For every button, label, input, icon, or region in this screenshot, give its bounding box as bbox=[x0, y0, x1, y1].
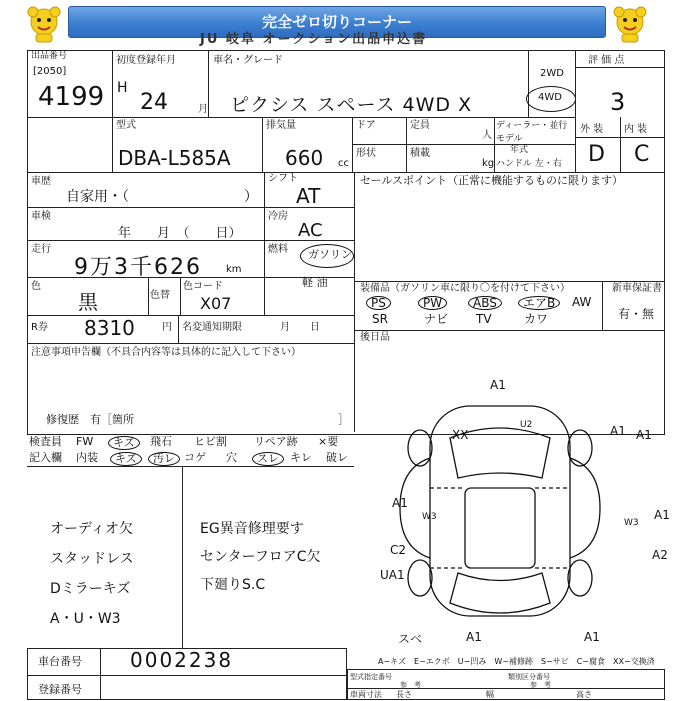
chassis-label: 車台番号 bbox=[38, 655, 82, 668]
divider bbox=[354, 330, 665, 331]
note-left-line: A・U・W3 bbox=[50, 611, 121, 627]
inspector-item: ×要 bbox=[318, 435, 339, 448]
recycle-value: 8310 bbox=[84, 316, 135, 340]
banner-title: 完全ゼロ切りコーナー bbox=[68, 6, 606, 38]
damage-mark: UA1 bbox=[380, 568, 405, 582]
divider bbox=[352, 144, 575, 145]
score-value: 3 bbox=[610, 88, 626, 116]
divider bbox=[354, 281, 665, 282]
divider bbox=[602, 281, 603, 330]
damage-mark: W3 bbox=[624, 518, 639, 528]
ref-1: 参 考 bbox=[400, 681, 421, 689]
inspector-item: 破レ bbox=[326, 451, 348, 464]
era-value: H bbox=[117, 80, 128, 96]
inspector-item: キレ bbox=[290, 451, 312, 464]
recycle-label: R券 bbox=[31, 322, 48, 333]
load-label: 積載 bbox=[410, 148, 430, 159]
divider bbox=[27, 675, 347, 676]
shift-label: シフト bbox=[268, 173, 298, 184]
repair-close: ］ bbox=[338, 413, 349, 426]
note-left-line: オーディオ欠 bbox=[50, 521, 133, 537]
damage-mark: A1 bbox=[654, 508, 670, 522]
chassis-value: 0002238 bbox=[130, 648, 234, 672]
drive-4wd: 4WD bbox=[538, 92, 562, 103]
divider bbox=[180, 277, 181, 315]
color-code-value: X07 bbox=[200, 294, 232, 313]
model-year-label2: 年式 bbox=[510, 145, 529, 155]
equipment-label: 装備品（ガソリン車に限り〇を付けて下さい） bbox=[360, 283, 570, 294]
inspector-item: キズ bbox=[110, 452, 142, 466]
damage-mark: A1 bbox=[636, 428, 652, 442]
spec-frame bbox=[347, 669, 665, 700]
divider bbox=[27, 343, 354, 344]
damage-mark: A1 bbox=[584, 630, 600, 644]
fuel-gas: ガソリン bbox=[308, 248, 352, 261]
ac-label: 冷房 bbox=[268, 211, 288, 222]
entry-label: 記入欄 bbox=[29, 451, 62, 464]
divider bbox=[262, 117, 263, 172]
divider bbox=[112, 50, 113, 172]
note-right-line: 下廻りS.C bbox=[200, 577, 266, 593]
displacement-value: 660 bbox=[285, 146, 324, 170]
inspector-item: 飛石 bbox=[150, 435, 172, 448]
ref-2: 参 考 bbox=[530, 681, 551, 689]
equipment-item: PS bbox=[366, 296, 391, 310]
note-left-line: スタッドレス bbox=[50, 551, 134, 567]
width-label: 幅 bbox=[486, 690, 494, 699]
inspector-item: 内装 bbox=[76, 451, 98, 464]
handle-label: ハンドル 左・右 bbox=[496, 159, 562, 169]
exterior-label: 外 装 bbox=[580, 124, 604, 135]
category-label: 類別区分番号 bbox=[508, 673, 550, 681]
warranty-value: 有・無 bbox=[618, 307, 655, 321]
inspector-item: コゲ bbox=[184, 451, 206, 464]
divider bbox=[354, 172, 355, 432]
note-right-line: EG異音修理要す bbox=[200, 521, 304, 537]
inspector-item: キズ bbox=[108, 436, 140, 450]
reg-label: 登録番号 bbox=[38, 683, 82, 696]
inspector-item: リペア跡 bbox=[254, 435, 298, 448]
inspection-value: 年 月 （ 日） bbox=[118, 226, 242, 241]
fuel-label: 燃料 bbox=[268, 244, 288, 255]
shape-label: 形状 bbox=[356, 148, 376, 159]
drive-2wd: 2WD bbox=[540, 68, 564, 79]
repair-label: 修復歴 有［箇所 bbox=[46, 413, 134, 426]
mascot-right-icon bbox=[610, 4, 650, 44]
divider bbox=[575, 67, 665, 68]
divider bbox=[178, 315, 179, 343]
km-unit: km bbox=[226, 264, 242, 275]
month-unit: 月 bbox=[198, 104, 208, 115]
equipment-item: SR bbox=[372, 312, 388, 326]
model-label: 車名・グレード bbox=[213, 55, 283, 66]
damage-mark: U2 bbox=[520, 420, 533, 430]
damage-mark: XX bbox=[452, 428, 469, 442]
inspector-item: 穴 bbox=[226, 451, 237, 464]
type-designation-label: 型式指定番号 bbox=[350, 673, 392, 681]
lot-number: 4199 bbox=[38, 82, 105, 112]
usage-value: 自家用・（ bbox=[66, 189, 129, 205]
divider bbox=[575, 137, 665, 138]
damage-mark: A2 bbox=[652, 548, 668, 562]
color-value: 黒 bbox=[78, 290, 98, 314]
form-subtitle: JU 岐阜 オークション出品申込書 bbox=[200, 32, 428, 47]
divider bbox=[27, 172, 665, 173]
usage-close: ） bbox=[244, 189, 258, 205]
height-label: 高さ bbox=[576, 690, 592, 699]
sales-points-label: セールスポイント（正常に機能するものに限ります） bbox=[360, 174, 624, 187]
color-code-label: 色コード bbox=[183, 281, 223, 292]
mileage-value: 9万3千626 bbox=[74, 255, 202, 280]
dealer-label: ディーラー・並行 bbox=[496, 121, 568, 131]
cc-unit: cc bbox=[338, 158, 349, 169]
door-label: ドア bbox=[356, 120, 376, 131]
name-change-label: 名変通知期限 bbox=[182, 322, 242, 333]
note-right-line: センターフロアC欠 bbox=[200, 549, 321, 565]
ac-value: AC bbox=[298, 220, 323, 241]
equipment-item: ナビ bbox=[424, 312, 449, 326]
divider bbox=[27, 466, 354, 467]
fuel-diesel: 軽 油 bbox=[302, 276, 328, 289]
length-label: 長さ bbox=[396, 690, 412, 699]
damage-mark: A1 bbox=[490, 378, 506, 392]
capacity-label: 定員 bbox=[410, 120, 430, 131]
divider bbox=[27, 315, 354, 316]
divider bbox=[264, 172, 265, 315]
note-left-line: Dミラーキズ bbox=[50, 581, 131, 597]
color-change-label: 色替 bbox=[150, 290, 170, 301]
exterior-value: D bbox=[588, 142, 605, 167]
inspector-item: ヒビ割 bbox=[194, 435, 227, 448]
usage-label: 車歴 bbox=[31, 176, 51, 187]
inspection-label: 車検 bbox=[31, 211, 51, 222]
equipment-item: ABS bbox=[468, 296, 502, 310]
yen-unit: 円 bbox=[162, 322, 172, 333]
damage-mark: C2 bbox=[390, 543, 407, 557]
color-label: 色 bbox=[31, 281, 41, 292]
inspector-item: 汚レ bbox=[148, 452, 180, 466]
damage-mark: A1 bbox=[610, 424, 626, 438]
interior-value: C bbox=[634, 142, 650, 167]
divider bbox=[347, 688, 665, 689]
model-year-label: モデル bbox=[496, 134, 523, 144]
shift-value: AT bbox=[296, 184, 321, 208]
equipment-item: エアB bbox=[518, 296, 560, 310]
damage-mark: A1 bbox=[466, 630, 482, 644]
damage-mark: スベ bbox=[398, 632, 423, 646]
year-value: 24 bbox=[140, 90, 168, 115]
divider bbox=[148, 277, 149, 315]
divider bbox=[620, 117, 621, 172]
diagram-legend: A−キズ E−エクボ U−凹み W−補修跡 S−サビ C−腐食 XX−交換済 bbox=[378, 657, 655, 666]
inspector-item: スレ bbox=[252, 452, 284, 466]
model-value: ピクシス スペース 4WD X bbox=[230, 94, 473, 116]
type-value: DBA-L585A bbox=[118, 146, 231, 170]
equipment-item: PW bbox=[418, 296, 447, 310]
type-label: 型式 bbox=[116, 120, 136, 131]
divider bbox=[575, 50, 576, 172]
divider bbox=[528, 50, 529, 117]
equipment-item: TV bbox=[476, 312, 492, 326]
divider bbox=[100, 648, 101, 700]
warranty-label: 新車保証書 bbox=[612, 283, 662, 294]
damage-mark: A1 bbox=[392, 496, 408, 510]
divider bbox=[208, 50, 209, 117]
rear-seat-label: 後日品 bbox=[360, 332, 390, 343]
lot-sub: [2050] bbox=[33, 66, 67, 77]
kg-unit: kg bbox=[482, 158, 495, 169]
person-unit: 人 bbox=[482, 130, 492, 141]
first-reg-label: 初度登録年月 bbox=[116, 55, 176, 66]
lot-label: 出品番号 bbox=[31, 51, 68, 61]
interior-label: 内 装 bbox=[624, 124, 648, 135]
mileage-label: 走行 bbox=[31, 244, 51, 255]
damage-mark: W3 bbox=[422, 512, 437, 522]
inspector-label: 検査員 bbox=[29, 435, 62, 448]
mascot-left-icon bbox=[24, 4, 64, 44]
divider bbox=[27, 117, 575, 118]
divider bbox=[182, 466, 183, 648]
displacement-label: 排気量 bbox=[266, 120, 296, 131]
equipment-item: カワ bbox=[524, 312, 549, 326]
score-label: 評 価 点 bbox=[588, 55, 625, 66]
equipment-item: AW bbox=[572, 295, 592, 309]
name-change-date: 月 日 bbox=[280, 322, 320, 333]
notes-label: 注意事項申告欄（不具合内容等は具体的に記入して下さい） bbox=[31, 347, 301, 358]
inspector-item: FW bbox=[76, 435, 94, 448]
dims-label: 車両寸法 bbox=[350, 690, 382, 699]
